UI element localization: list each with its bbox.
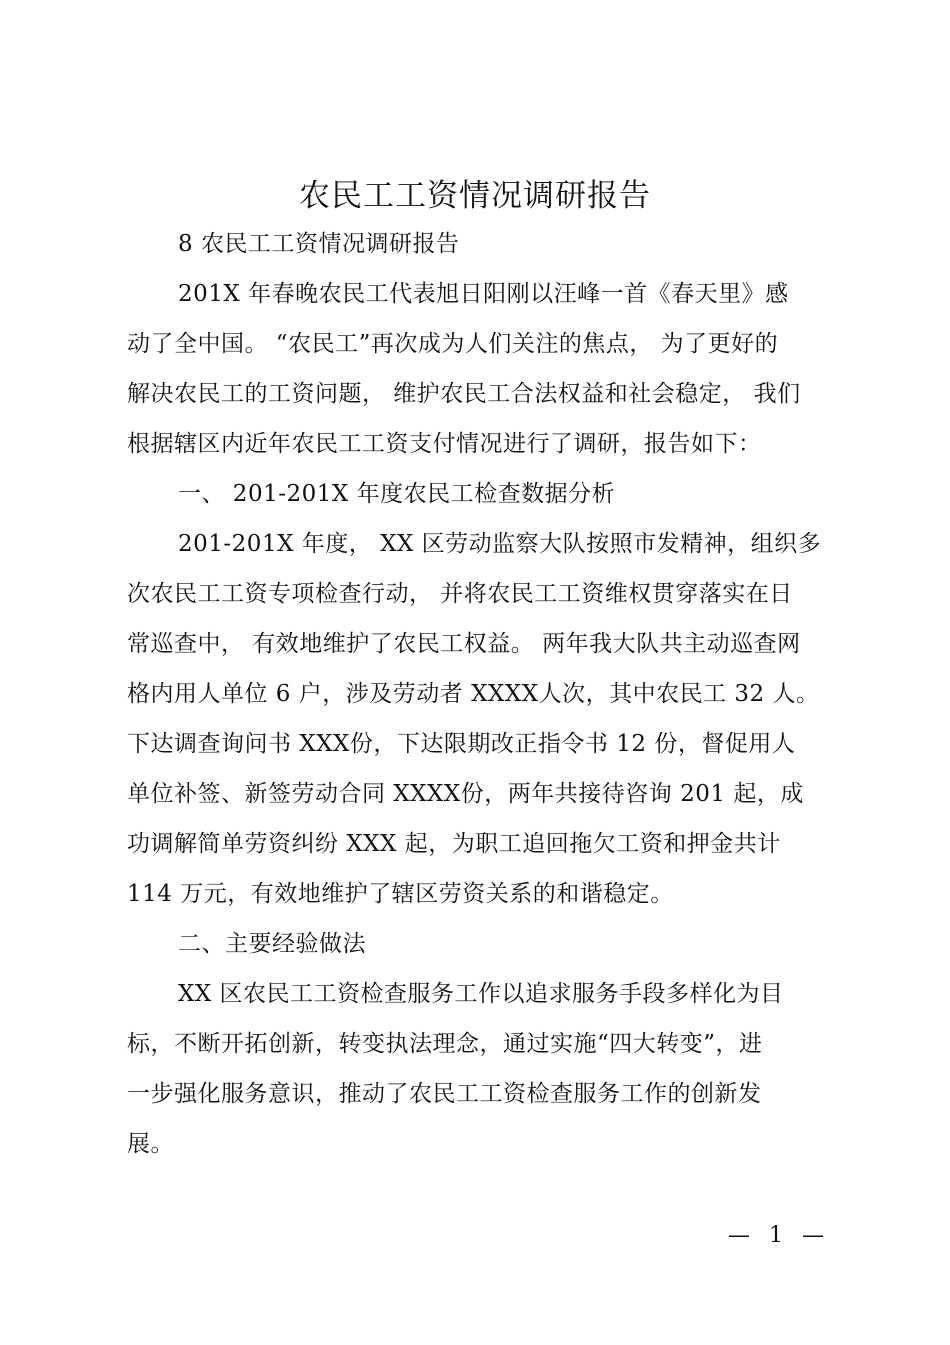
document-title: 农民工工资情况调研报告 bbox=[299, 178, 651, 214]
section-heading-1: 一、 201-201X 年度农民工检查数据分析 bbox=[178, 481, 616, 507]
paragraph-line: 次农民工工资专项检查行动， 并将农民工工资维权贯穿落实在日 bbox=[127, 581, 793, 607]
paragraph-line: 展。 bbox=[127, 1131, 174, 1157]
paragraph-line: 根据辖区内近年农民工工资支付情况进行了调研，报告如下： bbox=[127, 431, 762, 457]
paragraph-line: 动了全中国。 “农民工”再次成为人们关注的焦点， 为了更好的 bbox=[127, 331, 779, 357]
page-number: — 1 — bbox=[728, 1223, 830, 1248]
section-heading-2: 二、主要经验做法 bbox=[178, 931, 366, 957]
paragraph-line: 单位补签、新签劳动合同 XXXX份，两年共接待咨询 201 起，成 bbox=[127, 781, 804, 807]
paragraph-line: 201-201X 年度， XX 区劳动监察大队按照市发精神，组织多 bbox=[178, 531, 822, 557]
subtitle-line: 8 农民工工资情况调研报告 bbox=[178, 231, 460, 257]
paragraph-line: XX 区农民工工资检查服务工作以追求服务手段多样化为目 bbox=[178, 981, 784, 1007]
paragraph-line: 一步强化服务意识，推动了农民工工资检查服务工作的创新发 bbox=[127, 1081, 762, 1107]
paragraph-line: 格内用人单位 6 户，涉及劳动者 XXXX人次，其中农民工 32 人。 bbox=[127, 681, 820, 707]
paragraph-line: 解决农民工的工资问题， 维护农民工合法权益和社会稳定， 我们 bbox=[127, 381, 801, 407]
paragraph-line: 标，不断开拓创新，转变执法理念，通过实施“四大转变”，进 bbox=[127, 1031, 763, 1057]
paragraph-line: 114 万元，有效地维护了辖区劳资关系的和谐稳定。 bbox=[127, 881, 674, 907]
paragraph-line: 下达调查询问书 XXX份，下达限期改正指令书 12 份，督促用人 bbox=[127, 731, 796, 757]
paragraph-line: 201X 年春晚农民工代表旭日阳刚以汪峰一首《春天里》感 bbox=[178, 281, 789, 307]
paragraph-line: 功调解简单劳资纠纷 XXX 起，为职工追回拖欠工资和押金共计 bbox=[127, 831, 781, 857]
paragraph-line: 常巡查中， 有效地维护了农民工权益。 两年我大队共主动巡查网 bbox=[127, 631, 801, 657]
